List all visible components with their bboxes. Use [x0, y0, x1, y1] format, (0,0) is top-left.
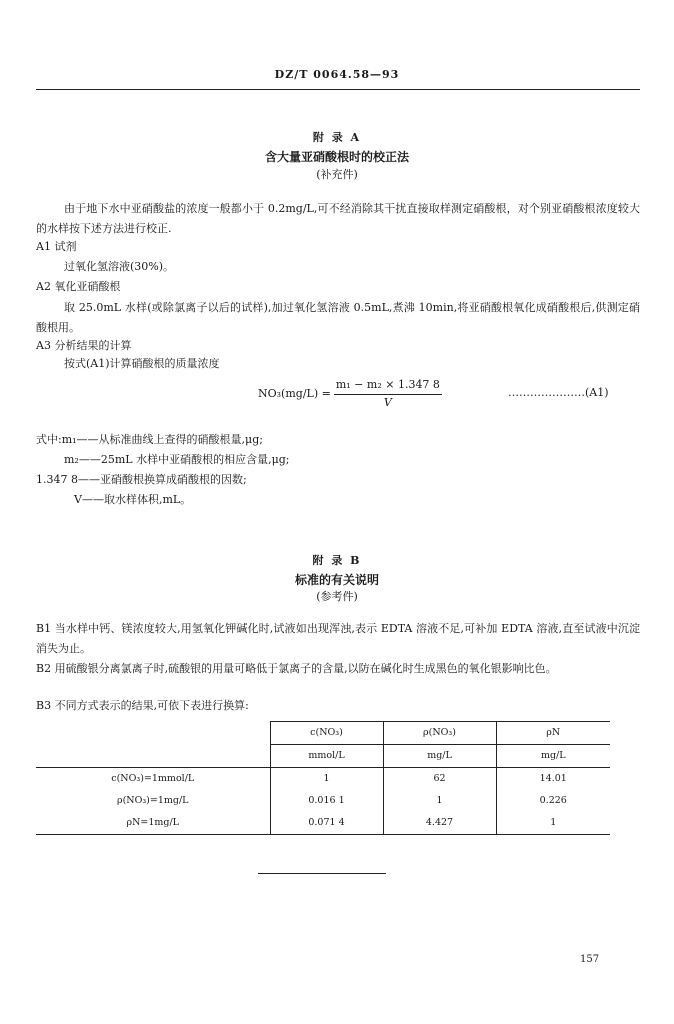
table-unit-cell: mmol/L: [270, 745, 383, 768]
appendix-b-label: 附 录 B: [312, 554, 362, 567]
appendix-a-label: 附 录 A: [312, 131, 362, 144]
table-header-cell: ρ(NO₃): [383, 722, 496, 745]
where-line-4: V——取水样体积,mL。: [74, 493, 192, 506]
a3-text: 按式(A1)计算硝酸根的质量浓度: [64, 357, 220, 370]
table-row-label: c(NO₃)=1mmol/L: [36, 768, 270, 791]
table-header-row: [36, 722, 610, 745]
standard-number: DZ/T 0064.58—93: [274, 68, 400, 81]
where-line-1: 式中:m₁——从标准曲线上查得的硝酸根量,μg;: [36, 433, 263, 446]
table-cell: 1: [496, 812, 610, 835]
appendix-b-type: (参考件): [316, 590, 358, 603]
table-row: [36, 768, 610, 791]
table-unit-cell: mg/L: [383, 745, 496, 768]
b2-text: B2 用硫酸银分离氯离子时,硫酸银的用量可略低于氯离子的含量,以防在碱化时生成黑色的氧化银影响比色。: [36, 662, 557, 675]
table-row: [36, 790, 610, 812]
where-line-2: m₂——25mL 水样中亚硝酸根的相应含量,μg;: [64, 453, 290, 466]
conversion-table: [36, 721, 610, 835]
where-line-3: 1.347 8——亚硝酸根换算成硝酸根的因数;: [36, 473, 247, 486]
formula-numerator: m₁ − m₂ × 1.347 8: [334, 378, 442, 395]
a3-heading: A3 分析结果的计算: [36, 339, 132, 352]
appendix-a-intro: 由于地下水中亚硝酸盐的浓度一般都小于 0.2mg/L,可不经消除其干扰直接取样测定硝酸根，对个别亚硝酸根浓度较大的水样按下述方法进行校正.: [36, 202, 640, 235]
a1-heading: A1 试剂: [36, 240, 77, 253]
formula-lhs: NO₃(mg/L) =: [258, 386, 331, 400]
page-number: 157: [580, 954, 600, 965]
a2-heading: A2 氧化亚硝酸根: [36, 280, 121, 293]
table-corner-cell: [36, 722, 270, 745]
b1-text: B1 当水样中钙、镁浓度较大,用氢氧化钾碱化时,试液如出现浑浊,表示 EDTA 溶液不足,可补加 EDTA 溶液,直至试液中沉淀消失为止。: [36, 622, 640, 655]
formula-fraction: [334, 378, 442, 411]
table-row-label: ρN=1mg/L: [36, 812, 270, 835]
table-cell: 0.226: [496, 790, 610, 812]
appendix-a-title: 含大量亚硝酸根时的校正法: [264, 150, 409, 164]
b3-text: B3 不同方式表示的结果,可依下表进行换算:: [36, 699, 249, 712]
header-rule: [36, 89, 640, 90]
a2-text: 取 25.0mL 水样(或除氯离子以后的试样),加过氧化氢溶液 0.5mL,煮沸 10min,将亚硝酸根氧化成硝酸根后,供测定硝酸根用。: [36, 301, 640, 334]
table-cell: 0.071 4: [270, 812, 383, 835]
formula-label: …………………(A1): [508, 386, 609, 399]
table-cell: 0.016 1: [270, 790, 383, 812]
appendix-b-title: 标准的有关说明: [294, 573, 379, 587]
formula-a1: [258, 378, 442, 411]
table-header-cell: ρN: [496, 722, 610, 745]
table-row-label: ρ(NO₃)=1mg/L: [116, 794, 189, 806]
table-cell: 62: [383, 768, 496, 791]
table-unit-row: [36, 745, 610, 768]
table-corner-cell: [36, 745, 270, 768]
table-unit-cell: mg/L: [496, 745, 610, 768]
appendix-a-type: (补充件): [316, 168, 358, 181]
table-cell: 1: [383, 790, 496, 812]
table-cell: 1: [270, 768, 383, 791]
table-cell: 4.427: [383, 812, 496, 835]
table-cell: 14.01: [496, 768, 610, 791]
table-header-cell: c(NO₃): [270, 722, 383, 745]
formula-denominator: V: [383, 395, 392, 409]
table-row: [36, 812, 610, 835]
a1-text: 过氧化氢溶液(30%)。: [64, 260, 175, 273]
footer-rule: [258, 873, 386, 874]
